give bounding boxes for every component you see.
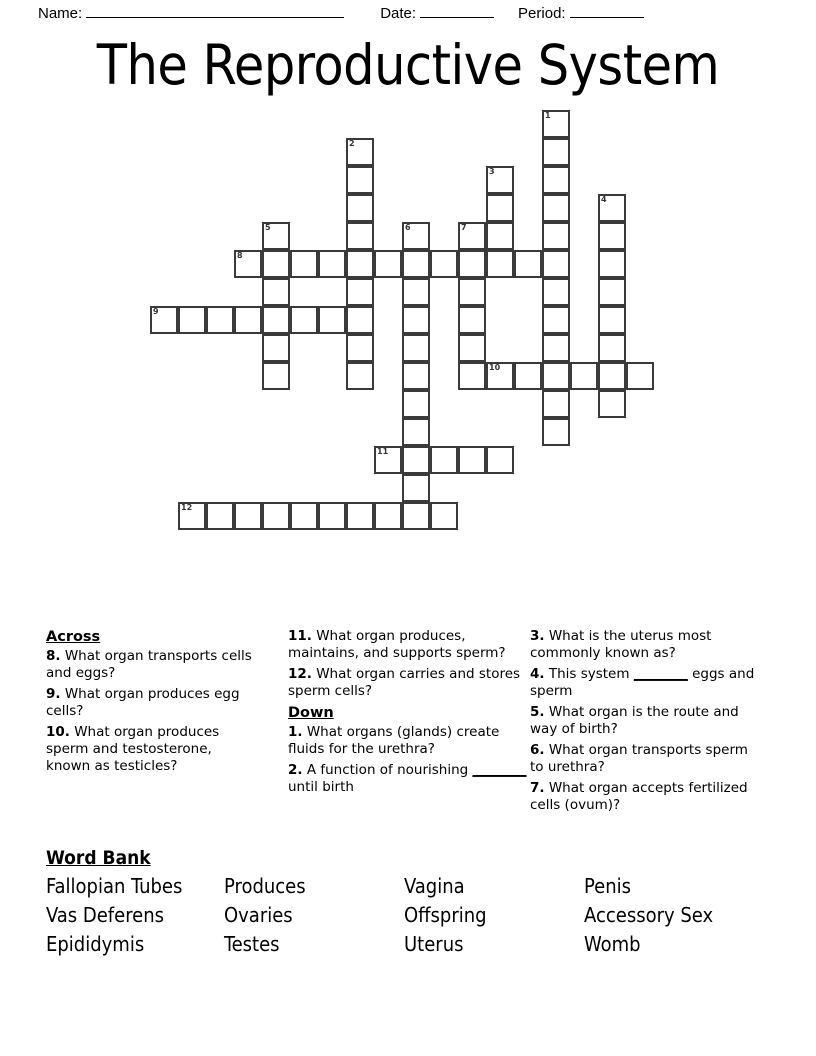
crossword-clue-number: 1 bbox=[545, 111, 551, 120]
clue-number: 9. bbox=[46, 686, 61, 702]
crossword-clue-number: 8 bbox=[237, 251, 243, 260]
date-field[interactable] bbox=[380, 4, 494, 22]
crossword-cell[interactable] bbox=[598, 222, 626, 250]
crossword-cell[interactable] bbox=[262, 306, 290, 334]
word-bank-word: Accessory Sex bbox=[584, 903, 714, 927]
crossword-cell[interactable] bbox=[542, 250, 570, 278]
clue-number: 7. bbox=[530, 780, 545, 796]
clue-text: What organ transports cells and eggs? bbox=[46, 648, 252, 681]
across-heading: Across bbox=[46, 629, 101, 645]
crossword-cell[interactable] bbox=[430, 446, 458, 474]
name-field[interactable] bbox=[38, 4, 344, 22]
crossword-cell[interactable] bbox=[542, 194, 570, 222]
crossword-cell[interactable] bbox=[542, 110, 570, 138]
crossword-clue-number: 5 bbox=[265, 223, 271, 232]
crossword-cell[interactable] bbox=[458, 278, 486, 306]
crossword-cell[interactable] bbox=[458, 306, 486, 334]
clue-text: A function of nourishing ________ until birth bbox=[288, 762, 527, 795]
crossword-cell[interactable] bbox=[178, 502, 206, 530]
word-bank-word: Womb bbox=[584, 932, 641, 956]
crossword-cell[interactable] bbox=[402, 446, 430, 474]
date-write-line[interactable] bbox=[420, 4, 494, 18]
clues-column-3 bbox=[530, 628, 762, 818]
crossword-cell[interactable] bbox=[402, 474, 430, 502]
crossword-cell[interactable] bbox=[402, 362, 430, 390]
crossword-clue-number: 11 bbox=[377, 447, 389, 456]
crossword-cell[interactable] bbox=[290, 250, 318, 278]
crossword-cell[interactable] bbox=[542, 418, 570, 446]
period-write-line[interactable] bbox=[570, 4, 644, 18]
clue-across-8 bbox=[46, 648, 258, 682]
date-label: Date: bbox=[380, 5, 417, 22]
word-bank-word: Produces bbox=[224, 874, 306, 898]
crossword-clue-number: 9 bbox=[153, 307, 159, 316]
crossword-cell[interactable] bbox=[486, 446, 514, 474]
crossword-cell[interactable] bbox=[598, 194, 626, 222]
crossword-cell[interactable] bbox=[402, 222, 430, 250]
clue-down-6 bbox=[530, 742, 762, 776]
word-bank-word: Vas Deferens bbox=[46, 903, 165, 927]
crossword-cell[interactable] bbox=[290, 502, 318, 530]
crossword-cell[interactable] bbox=[374, 502, 402, 530]
clues-section bbox=[46, 628, 770, 838]
clue-number: 12. bbox=[288, 666, 312, 682]
crossword-cell[interactable] bbox=[262, 334, 290, 362]
crossword-cell[interactable] bbox=[402, 334, 430, 362]
crossword-cell[interactable] bbox=[318, 306, 346, 334]
period-label: Period: bbox=[518, 5, 566, 22]
crossword-cell[interactable] bbox=[206, 502, 234, 530]
crossword-cell[interactable] bbox=[542, 278, 570, 306]
period-field[interactable] bbox=[518, 4, 644, 22]
clue-text: What organ is the route and way of birth? bbox=[530, 704, 739, 737]
clue-text: What organ produces, maintains, and supports sperm? bbox=[288, 628, 506, 661]
crossword-cell[interactable] bbox=[262, 362, 290, 390]
crossword-cell[interactable] bbox=[346, 334, 374, 362]
crossword-cell[interactable] bbox=[290, 306, 318, 334]
word-bank-word: Ovaries bbox=[224, 903, 293, 927]
worksheet-header bbox=[0, 0, 816, 26]
crossword-cell[interactable] bbox=[318, 502, 346, 530]
clue-text: What organ produces egg cells? bbox=[46, 686, 240, 719]
crossword-cell[interactable] bbox=[486, 194, 514, 222]
clue-number: 8. bbox=[46, 648, 61, 664]
crossword-cell[interactable] bbox=[402, 418, 430, 446]
crossword-cell[interactable] bbox=[430, 502, 458, 530]
crossword-clue-number: 7 bbox=[461, 223, 467, 232]
crossword-cell[interactable] bbox=[402, 502, 430, 530]
clue-number: 10. bbox=[46, 724, 70, 740]
crossword-cell[interactable] bbox=[542, 362, 570, 390]
crossword-cell[interactable] bbox=[458, 362, 486, 390]
crossword-cell[interactable] bbox=[486, 250, 514, 278]
crossword-cell[interactable] bbox=[346, 166, 374, 194]
clue-text: What organ carries and stores sperm cells? bbox=[288, 666, 521, 699]
clue-down-5 bbox=[530, 704, 762, 738]
crossword-cell[interactable] bbox=[262, 250, 290, 278]
crossword-clue-number: 2 bbox=[349, 139, 355, 148]
crossword-cell[interactable] bbox=[486, 362, 514, 390]
crossword-cell[interactable] bbox=[178, 306, 206, 334]
crossword-cell[interactable] bbox=[542, 138, 570, 166]
clue-number: 1. bbox=[288, 724, 303, 740]
crossword-cell[interactable] bbox=[262, 222, 290, 250]
crossword-cell[interactable] bbox=[206, 306, 234, 334]
clue-text: This system ________ eggs and sperm bbox=[530, 666, 755, 699]
clue-text: What is the uterus most commonly known as? bbox=[530, 628, 712, 661]
crossword-cell[interactable] bbox=[346, 502, 374, 530]
crossword-cell[interactable] bbox=[234, 306, 262, 334]
crossword-cell[interactable] bbox=[262, 502, 290, 530]
crossword-cell[interactable] bbox=[486, 222, 514, 250]
crossword-clue-number: 12 bbox=[181, 503, 193, 512]
crossword-cell[interactable] bbox=[458, 334, 486, 362]
clue-text: What organ produces sperm and testosterone, known as testicles? bbox=[46, 724, 220, 774]
crossword-cell[interactable] bbox=[234, 250, 262, 278]
crossword-cell[interactable] bbox=[514, 250, 542, 278]
crossword-cell[interactable] bbox=[598, 390, 626, 418]
name-write-line[interactable] bbox=[86, 4, 344, 18]
clue-down-7 bbox=[530, 780, 762, 814]
clue-number: 2. bbox=[288, 762, 303, 778]
crossword-cell[interactable] bbox=[430, 250, 458, 278]
crossword-cell[interactable] bbox=[626, 362, 654, 390]
word-bank-word: Testes bbox=[224, 932, 280, 956]
crossword-cell[interactable] bbox=[514, 362, 542, 390]
crossword-clue-number: 4 bbox=[601, 195, 607, 204]
crossword-cell[interactable] bbox=[150, 306, 178, 334]
crossword-cell[interactable] bbox=[598, 250, 626, 278]
clue-across-9 bbox=[46, 686, 258, 720]
clues-column-1 bbox=[46, 628, 258, 779]
crossword-clue-number: 3 bbox=[489, 167, 495, 176]
clue-text: What organ accepts fertilized cells (ovum)? bbox=[530, 780, 748, 813]
clues-column-2 bbox=[288, 628, 528, 800]
crossword-cell[interactable] bbox=[542, 166, 570, 194]
clue-blank: ________ bbox=[633, 666, 688, 682]
crossword-cell[interactable] bbox=[374, 250, 402, 278]
clue-down-2 bbox=[288, 762, 528, 796]
clue-down-4 bbox=[530, 666, 762, 700]
clue-number: 6. bbox=[530, 742, 545, 758]
clue-text: What organ transports sperm to urethra? bbox=[530, 742, 748, 775]
crossword-cell[interactable] bbox=[402, 390, 430, 418]
crossword-cell[interactable] bbox=[458, 446, 486, 474]
crossword-cell[interactable] bbox=[570, 362, 598, 390]
crossword-cell[interactable] bbox=[458, 222, 486, 250]
word-bank-word: Uterus bbox=[404, 932, 464, 956]
word-bank-section bbox=[46, 846, 770, 959]
crossword-cell[interactable] bbox=[234, 502, 262, 530]
crossword-cell[interactable] bbox=[374, 446, 402, 474]
clue-number: 11. bbox=[288, 628, 312, 644]
word-bank-word: Vagina bbox=[404, 874, 465, 898]
clue-number: 3. bbox=[530, 628, 545, 644]
crossword-cell[interactable] bbox=[542, 334, 570, 362]
crossword-cell[interactable] bbox=[346, 362, 374, 390]
crossword-cell[interactable] bbox=[346, 138, 374, 166]
crossword-cell[interactable] bbox=[542, 390, 570, 418]
crossword-cell[interactable] bbox=[402, 250, 430, 278]
crossword-cell[interactable] bbox=[346, 306, 374, 334]
crossword-cell[interactable] bbox=[598, 362, 626, 390]
clue-down-1 bbox=[288, 724, 528, 758]
crossword-clue-number: 10 bbox=[489, 363, 501, 372]
clue-across-11 bbox=[288, 628, 528, 662]
crossword-clue-number: 6 bbox=[405, 223, 411, 232]
crossword-cell[interactable] bbox=[598, 306, 626, 334]
word-bank-word: Offspring bbox=[404, 903, 487, 927]
word-bank-word: Epididymis bbox=[46, 932, 145, 956]
clue-down-3 bbox=[530, 628, 762, 662]
crossword-cell[interactable] bbox=[402, 278, 430, 306]
crossword-cell[interactable] bbox=[542, 306, 570, 334]
word-bank-title: Word Bank bbox=[46, 847, 151, 869]
crossword-cell[interactable] bbox=[598, 278, 626, 306]
crossword-cell[interactable] bbox=[346, 222, 374, 250]
crossword-cell[interactable] bbox=[346, 194, 374, 222]
word-bank-word: Fallopian Tubes bbox=[46, 874, 183, 898]
clue-blank: ________ bbox=[472, 762, 527, 778]
clue-number: 5. bbox=[530, 704, 545, 720]
word-bank-word: Penis bbox=[584, 874, 631, 898]
clue-text: What organs (glands) create fluids for the urethra? bbox=[288, 724, 500, 757]
word-bank-list bbox=[46, 872, 770, 959]
clue-number: 4. bbox=[530, 666, 545, 682]
crossword-cell[interactable] bbox=[458, 250, 486, 278]
page-title: The Reproductive System bbox=[96, 33, 720, 97]
down-heading: Down bbox=[288, 705, 334, 721]
clue-across-10 bbox=[46, 724, 258, 775]
crossword-cell[interactable] bbox=[318, 250, 346, 278]
crossword-cell[interactable] bbox=[598, 334, 626, 362]
clue-across-12 bbox=[288, 666, 528, 700]
crossword-cell[interactable] bbox=[346, 278, 374, 306]
crossword-cell[interactable] bbox=[542, 222, 570, 250]
name-label: Name: bbox=[38, 5, 83, 22]
crossword-cell[interactable] bbox=[402, 306, 430, 334]
crossword-cell[interactable] bbox=[262, 278, 290, 306]
crossword-cell[interactable] bbox=[486, 166, 514, 194]
crossword-cell[interactable] bbox=[346, 250, 374, 278]
